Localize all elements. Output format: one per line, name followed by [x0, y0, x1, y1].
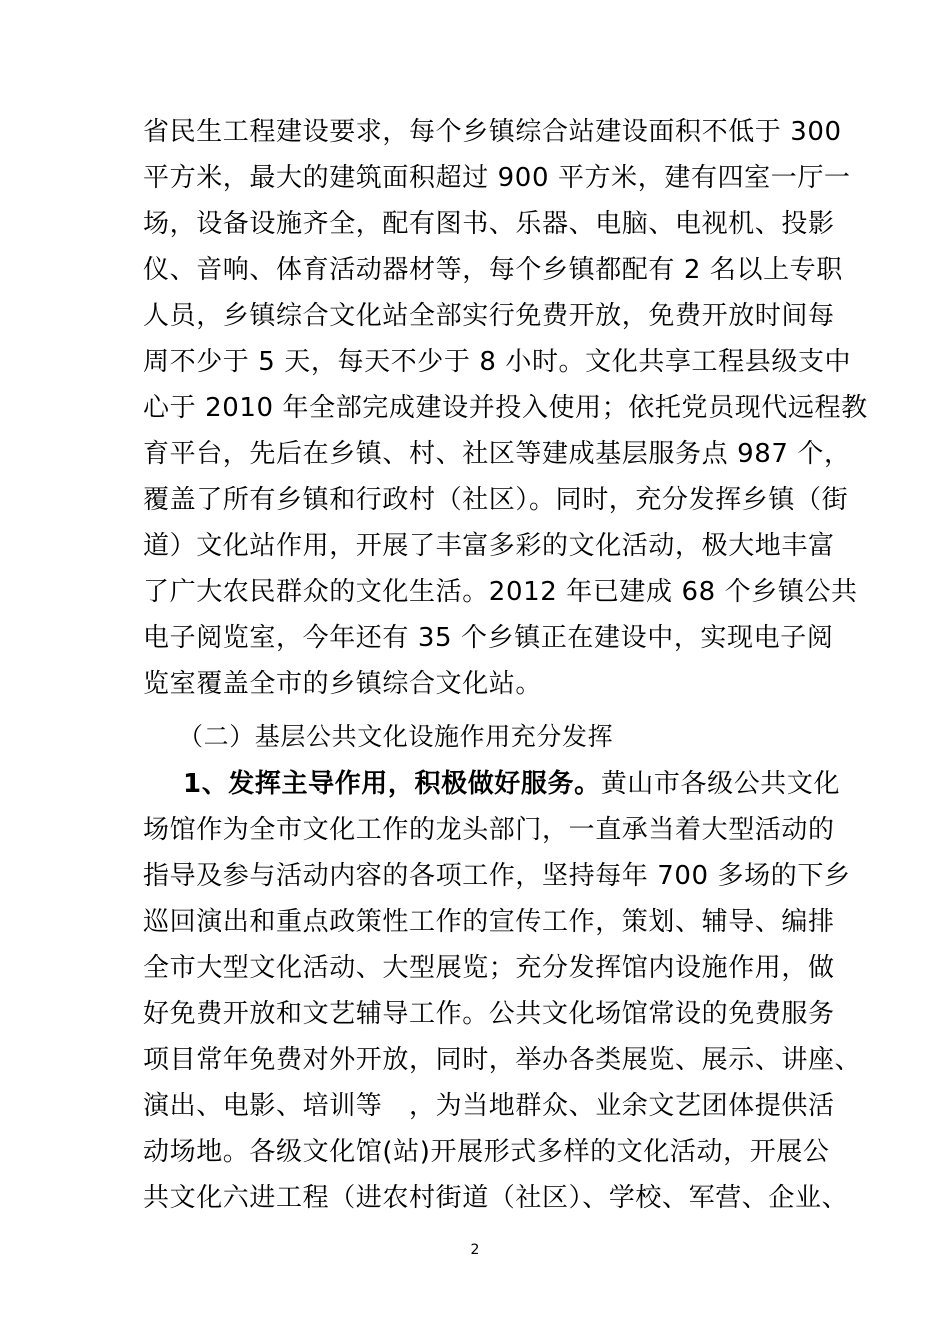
section-heading: （二）基层公共文化设施作用充分发挥 [178, 722, 614, 751]
paragraph-1-line-7: 心于 2010 年全部完成建设并投入使用；依托党员现代远程教 [143, 393, 868, 423]
paragraph-2-line-7: 项目常年免费对外开放，同时，举办各类展览、展示、讲座、 [143, 1045, 862, 1075]
paragraph-1-line-5: 人员，乡镇综合文化站全部实行免费开放，免费开放时间每 [143, 301, 835, 331]
paragraph-1-line-1: 省民生工程建设要求，每个乡镇综合站建设面积不低于 300 [143, 117, 842, 147]
paragraph-2-line-5: 全市大型文化活动、大型展览；充分发挥馆内设施作用，做 [143, 953, 835, 983]
paragraph-1-line-8: 育平台，先后在乡镇、村、社区等建成基层服务点 987 个， [143, 439, 851, 469]
paragraph-2-first-rest: 黄山市各级公共文化 [600, 769, 841, 799]
paragraph-1-line-4: 仪、音响、体育活动器材等，每个乡镇都配有 2 名以上专职 [143, 255, 843, 285]
paragraph-2-lead: 1、发挥主导作用，积极做好服务。 [183, 769, 601, 799]
paragraph-2-line-6: 好免费开放和文艺辅导工作。公共文化场馆常设的免费服务 [143, 999, 835, 1029]
paragraph-1-line-10: 道）文化站作用，开展了丰富多彩的文化活动，极大地丰富 [143, 531, 835, 561]
paragraph-1-line-9: 覆盖了所有乡镇和行政村（社区）。同时，充分发挥乡镇（街 [143, 485, 849, 515]
paragraph-1-line-6: 周不少于 5 天，每天不少于 8 小时。文化共享工程县级支中 [143, 347, 852, 377]
paragraph-1-line-3: 场，设备设施齐全，配有图书、乐器、电脑、电视机、投影 [143, 209, 835, 239]
paragraph-1-line-13: 览室覆盖全市的乡镇综合文化站。 [143, 669, 543, 699]
paragraph-1-line-2: 平方米，最大的建筑面积超过 900 平方米，建有四室一厅一 [143, 163, 851, 193]
paragraph-2-line-10: 共文化六进工程（进农村街道（社区）、学校、军营、企业、 [143, 1183, 849, 1213]
paragraph-2-line-8: 演出、电影、培训等 ，为当地群众、业余文艺团体提供活 [143, 1091, 835, 1121]
paragraph-2-line-3: 指导及参与活动内容的各项工作，坚持每年 700 多场的下乡 [143, 861, 851, 891]
paragraph-2-line-2: 场馆作为全市文化工作的龙头部门，一直承当着大型活动的 [143, 815, 835, 845]
paragraph-1-line-11: 了广大农民群众的文化生活。2012 年已建成 68 个乡镇公共 [143, 577, 858, 607]
paragraph-2-line-4: 巡回演出和重点政策性工作的宣传工作，策划、辅导、编排 [143, 907, 835, 937]
page-number: 2 [470, 1242, 480, 1258]
paragraph-1-line-12: 电子阅览室，今年还有 35 个乡镇正在建设中，实现电子阅 [143, 623, 834, 653]
paragraph-2-line-9: 动场地。各级文化馆(站)开展形式多样的文化活动，开展公 [143, 1137, 830, 1167]
paragraph-2-line-1 [183, 764, 841, 804]
